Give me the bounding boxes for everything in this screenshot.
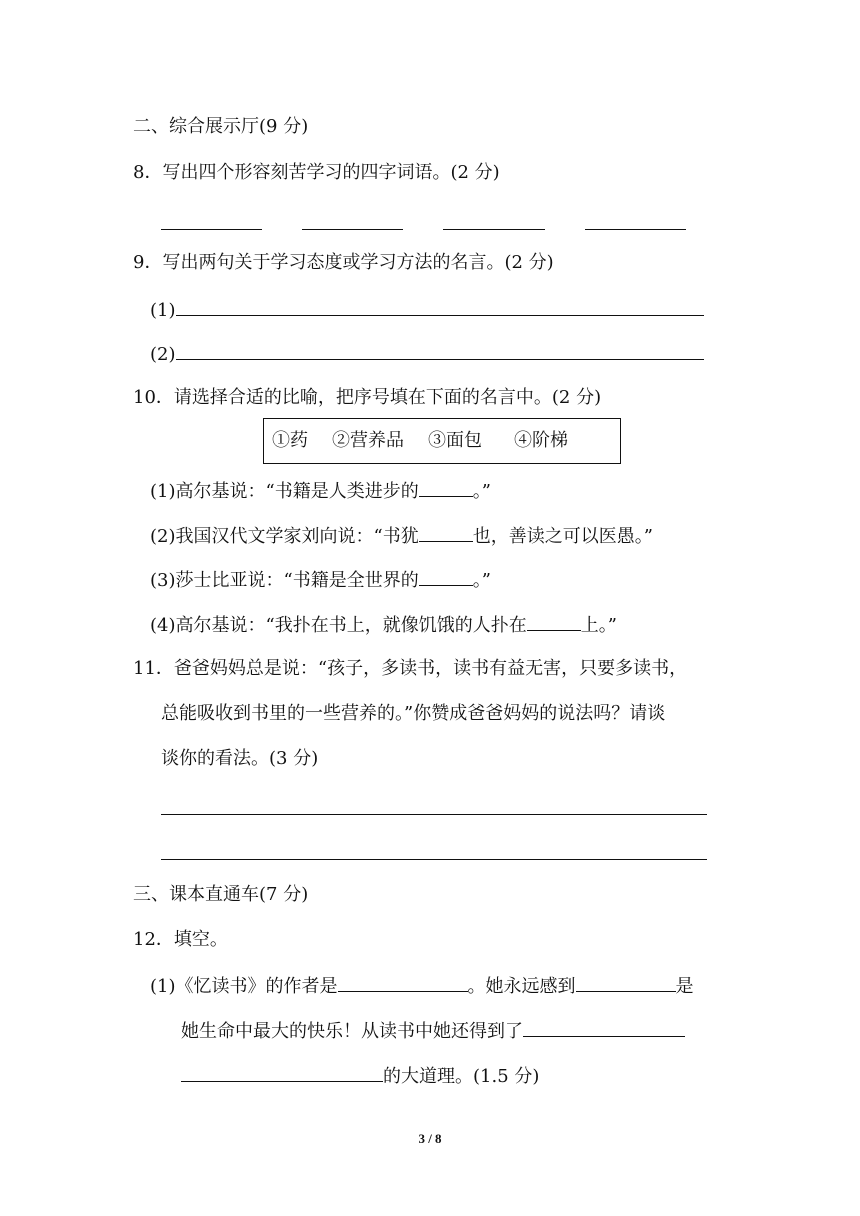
answer-line-9-2[interactable]: [176, 341, 704, 360]
section-heading-3: 三、课本直通车(7 分): [133, 884, 309, 905]
question-10-item-1: [150, 478, 491, 504]
answer-blank-12-author[interactable]: [338, 973, 468, 992]
option-3: ③面包: [428, 430, 482, 451]
item-text-end: 上。”: [580, 615, 617, 636]
question-10-item-4: [150, 612, 617, 638]
item-text: (2)我国汉代文学家刘向说：“书犹: [150, 526, 419, 547]
item-number: (2): [150, 344, 176, 365]
question-12-item-1-line-1: [150, 973, 694, 999]
question-12: 12．填空。: [133, 929, 228, 950]
answer-blank-8-3[interactable]: [443, 229, 545, 230]
answer-blank-8-1[interactable]: [161, 229, 262, 230]
question-9-item-2: [150, 341, 704, 367]
question-11-line-1: 11．爸爸妈妈总是说：“孩子，多读书，读书有益无害，只要多读书，: [133, 658, 688, 679]
answer-blank-10-1[interactable]: [419, 478, 473, 497]
answer-line-9-1[interactable]: [176, 297, 704, 316]
answer-blank-12-joy[interactable]: [576, 973, 676, 992]
answer-blank-8-4[interactable]: [585, 229, 686, 230]
page-number: 3 / 8: [418, 1131, 442, 1146]
question-10-item-2: [150, 523, 653, 549]
question-9-item-1: [150, 297, 704, 323]
answer-blank-12-lesson-a[interactable]: [523, 1018, 685, 1037]
item-text-end: 。”: [472, 481, 491, 502]
item-text: 是: [675, 976, 694, 997]
answer-blank-8-2[interactable]: [302, 229, 403, 230]
question-12-item-1-line-2: [181, 1018, 685, 1044]
item-text: (1)高尔基说：“书籍是人类进步的: [150, 481, 419, 502]
item-text: (1)《忆读书》的作者是: [150, 976, 338, 997]
item-number: (1): [150, 300, 176, 321]
question-11-line-2: 总能吸收到书里的一些营养的。”你赞成爸爸妈妈的说法吗？请谈: [161, 703, 666, 724]
answer-blank-12-lesson-b[interactable]: [181, 1063, 383, 1082]
option-1: ①药: [272, 430, 308, 451]
answer-blank-10-3[interactable]: [419, 567, 473, 586]
section-heading-2: 二、综合展示厅(9 分): [133, 116, 309, 137]
option-4: ④阶梯: [514, 430, 568, 451]
item-text: 。她永远感到: [467, 976, 576, 997]
answer-blank-10-2[interactable]: [419, 523, 473, 542]
question-10-item-3: [150, 567, 491, 593]
question-10: 10．请选择合适的比喻，把序号填在下面的名言中。(2 分): [133, 387, 602, 408]
item-text: 的大道理。(1.5 分): [383, 1066, 540, 1087]
item-text: (3)莎士比亚说：“书籍是全世界的: [150, 570, 419, 591]
option-2: ②营养品: [332, 430, 404, 451]
item-text-end: 。”: [472, 570, 491, 591]
answer-line-11-1[interactable]: [161, 814, 707, 815]
question-8: 8．写出四个形容刻苦学习的四字词语。(2 分): [133, 162, 500, 183]
options-box: [263, 418, 621, 464]
item-text-end: 也，善读之可以医愚。”: [472, 526, 653, 547]
question-9: 9．写出两句关于学习态度或学习方法的名言。(2 分): [133, 252, 554, 273]
question-11-line-3: 谈你的看法。(3 分): [161, 748, 319, 769]
item-text: 她生命中最大的快乐！从读书中她还得到了: [181, 1021, 523, 1042]
item-text: (4)高尔基说：“我扑在书上，就像饥饿的人扑在: [150, 615, 527, 636]
question-12-item-1-line-3: [181, 1063, 539, 1089]
answer-blank-10-4[interactable]: [527, 612, 581, 631]
answer-line-11-2[interactable]: [161, 859, 707, 860]
